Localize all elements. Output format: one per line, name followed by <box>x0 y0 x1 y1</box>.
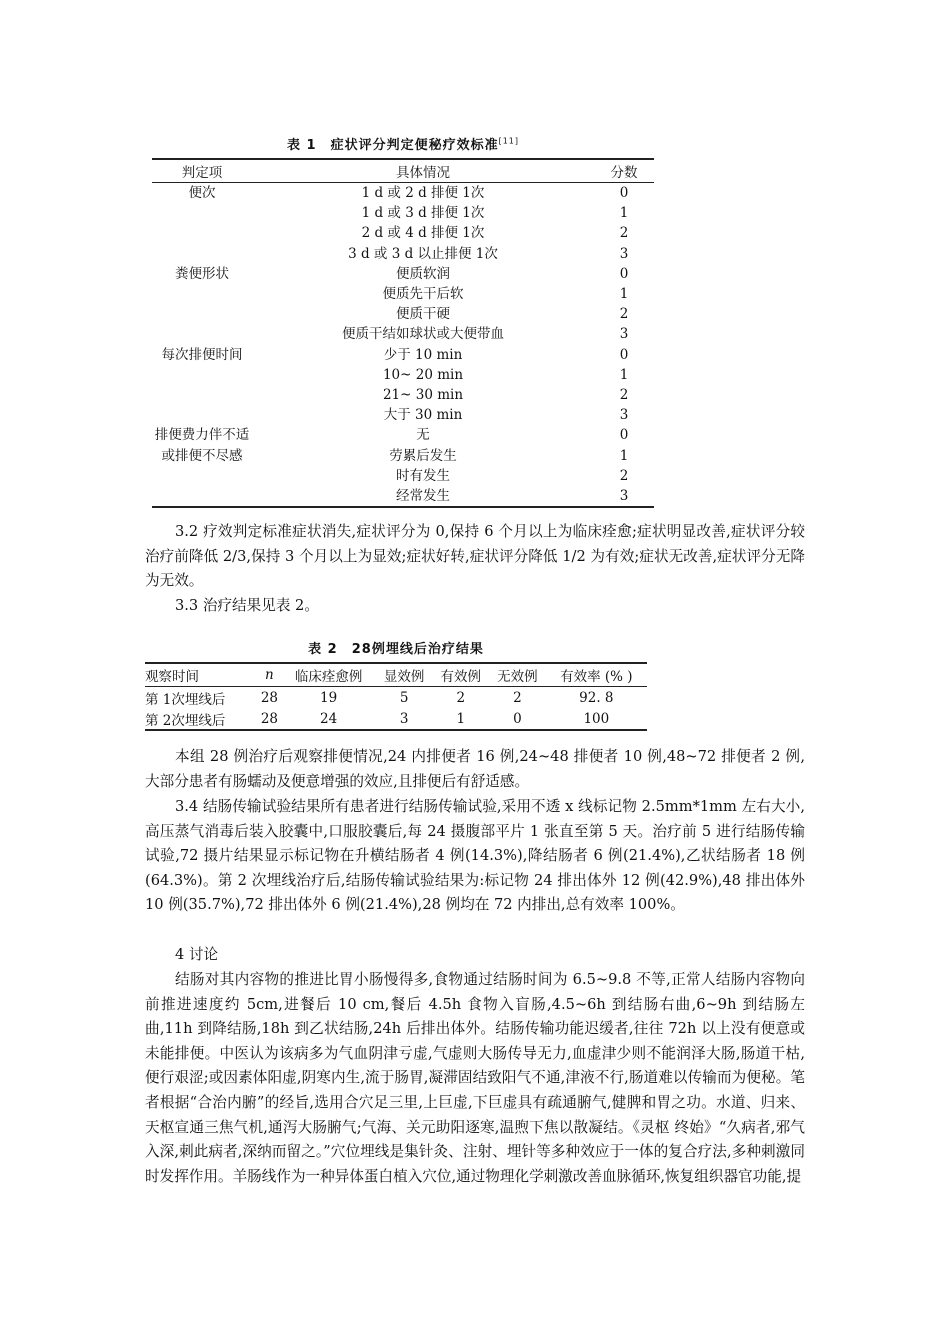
table1-desc-cell: 便质先干后软 <box>382 286 464 303</box>
table1-item-cell: 每次排便时间 <box>161 346 243 363</box>
table1-desc-cell: 便质干硬 <box>396 306 450 323</box>
table2-header-ineffective: 无效例 <box>489 663 546 687</box>
table1-score-cell: 2 <box>619 225 629 242</box>
table1-row <box>152 385 654 405</box>
table1-row <box>152 486 654 507</box>
table1-item-cell <box>152 365 252 385</box>
table1-score-cell: 0 <box>619 346 629 363</box>
table1-item-cell <box>152 203 252 223</box>
table2-cell: 0 <box>513 710 522 727</box>
table1-item-cell: 粪便形状 <box>175 265 229 282</box>
table2-header-cured: 临床痊愈例 <box>281 663 375 687</box>
table1-row <box>152 365 654 385</box>
table1-score-cell: 0 <box>619 427 629 444</box>
table2-header-n: n <box>257 663 281 687</box>
table1-desc-cell: 少于 10 min <box>383 346 463 363</box>
table1-row <box>152 203 654 223</box>
table1-score-cell: 1 <box>619 205 629 222</box>
table1-row <box>152 324 654 344</box>
paragraph-3-2: 3.2 疗效判定标准症状消失,症状评分为 0,保持 6 个月以上为临床痊愈;症状明显改善,症状评分较治疗前降低 2/3,保持 3 个月以上为显效;症状好转,症状评分降低 1/2 为有效;症状无改善,症状评分无降为无效。 <box>145 523 805 590</box>
table1-score-cell: 1 <box>619 366 629 383</box>
table2-cell: 28 <box>260 710 278 727</box>
table1-desc-cell: 1 d 或 2 d 排便 1次 <box>361 185 485 202</box>
table1-row <box>152 244 654 264</box>
table2-row <box>145 687 647 709</box>
table1-score-cell: 0 <box>619 185 629 202</box>
table2-cell: 100 <box>583 710 610 727</box>
table1-title-text: 表 1 症状评分判定便秘疗效标准 <box>287 138 499 153</box>
table2-header-time: 观察时间 <box>145 663 257 687</box>
table2-header-effective: 有效例 <box>432 663 489 687</box>
table2-cell: 3 <box>399 710 409 727</box>
table1-desc-cell: 1 d 或 3 d 排便 1次 <box>361 205 485 222</box>
table1-item-cell <box>152 304 252 324</box>
table1-item-cell <box>152 284 252 304</box>
table1-title <box>152 134 654 153</box>
table2-cell: 92. 8 <box>579 689 614 706</box>
table1-score-cell: 3 <box>619 487 629 504</box>
table1-desc-cell: 2 d 或 4 d 排便 1次 <box>361 225 485 242</box>
table1-item-cell <box>152 486 252 507</box>
table2-cell: 28 <box>260 689 278 706</box>
paragraph-result: 本组 28 例治疗后观察排便情况,24 内排便者 16 例,24~48 排便者 10 例,48~72 排便者 2 例,大部分患者有肠蠕动及便意增强的效应,且排便后有舒适感。 <box>145 748 805 790</box>
table1-item-cell: 或排便不尽感 <box>161 447 243 464</box>
table2-cell: 24 <box>320 710 338 727</box>
table1-score-cell: 2 <box>619 386 629 403</box>
table1-score-cell: 2 <box>619 306 629 323</box>
table2-row <box>145 708 647 730</box>
table2 <box>145 662 647 731</box>
table1-row <box>152 223 654 243</box>
table1-score-cell: 1 <box>619 286 629 303</box>
table2-cell: 2 <box>513 689 522 706</box>
table1-row <box>152 405 654 425</box>
table1-row <box>152 183 654 204</box>
paragraph-discussion: 结肠对其内容物的推进比胃小肠慢得多,食物通过结肠时间为 6.5~9.8 不等,正常人结肠内容物向前推进速度约 5cm,进餐后 10 cm,餐后 4.5h 食物入盲肠,4.5~6h 到结肠右曲,6~9h 到结肠左曲,11h 到降结肠,18h 到乙状结肠,24h 后排出体外。结肠传输功能迟缓者,往往 72h 以上没有便意或未能排便。中医认为该病多为气血阴津亏虚,气虚则大肠传导无力,血虚津少则不能润泽大肠,肠道干枯,便行艰涩;或因素体阳虚,阴寒内生,流于肠胃,凝滞固结致阳气不通,津液不行,肠道难以传输而为便秘。笔者根据“合治内腑”的经旨,选用合穴足三里,上巨虚,下巨虚具有疏通腑气,健脾和胃之功。水道、归来、天枢宣通三焦气机,通泻大肠腑气;气海、关元助阳逐寒,温煦下焦以散凝结。《灵枢 终始》“久病者,邪气入深,刺此病者,深纳而留之。”穴位埋线是集针灸、注射、埋针等多种效应于一体的复合疗法,多种刺激同时发挥作用。羊肠线作为一种异体蛋白植入穴位,通过物理化学刺激改善血脉循环,恢复组织器官功能,提 <box>145 971 805 1185</box>
table1-header-score: 分数 <box>594 159 654 183</box>
heading-discussion: 4 讨论 <box>175 946 219 963</box>
table1-header-item: 判定项 <box>152 159 252 183</box>
table1-desc-cell: 便质干结如球状或大便带血 <box>342 326 504 343</box>
table2-cell: 5 <box>399 689 409 706</box>
table1-item-cell: 排便费力伴不适 <box>154 427 250 444</box>
table1-score-cell: 1 <box>619 447 629 464</box>
table1-item-cell <box>152 466 252 486</box>
table1-row <box>152 466 654 486</box>
table1-score-cell: 3 <box>619 245 629 262</box>
table1-score-cell: 2 <box>619 467 629 484</box>
table1-item-cell: 便次 <box>188 185 216 202</box>
table1-row <box>152 304 654 324</box>
table2-header-rate: 有效率 (% ) <box>546 663 647 687</box>
table1-item-cell <box>152 385 252 405</box>
table1-desc-cell: 21~ 30 min <box>382 386 464 403</box>
table1-desc-cell: 大于 30 min <box>383 407 463 424</box>
table1-desc-cell: 经常发生 <box>396 487 450 504</box>
table1-row <box>152 345 654 365</box>
table1-item-cell <box>152 405 252 425</box>
table2-cell: 1 <box>456 710 466 727</box>
table1-item-cell <box>152 223 252 243</box>
table1-row <box>152 425 654 445</box>
table1-header-row <box>152 159 654 183</box>
table1-item-cell <box>152 244 252 264</box>
paragraph-3-4: 3.4 结肠传输试验结果所有患者进行结肠传输试验,采用不透 x 线标记物 2.5mm*1mm 左右大小,高压蒸气消毒后装入胶囊中,口服胶囊后,每 24 摄腹部平片 1 张直至第 5 天。治疗前 5 进行结肠传输试验,72 摄片结果显示标记物在升横结肠者 4 例(14.3%),降结肠者 6 例(21.4%),乙状结肠者 18 例(64.3%)。第 2 次埋线治疗后,结肠传输试验结果为:标记物 24 排出体外 12 例(42.9%),48 排出体外 10 例(35.7%),72 排出体外 6 例(21.4%),28 例均在 72 内排出,总有效率 100%。 <box>145 798 805 914</box>
paragraph-3-3: 3.3 治疗结果见表 2。 <box>175 597 319 614</box>
table1-header-desc: 具体情况 <box>252 159 594 183</box>
table2-cell: 2 <box>456 689 466 706</box>
table1-score-cell: 3 <box>619 407 629 424</box>
table1-row <box>152 264 654 284</box>
table1-desc-cell: 10~ 20 min <box>382 366 464 383</box>
table1-row <box>152 445 654 465</box>
table1-desc-cell: 便质软润 <box>396 265 450 282</box>
table1-reference: [11] <box>498 136 519 146</box>
table2-cell: 19 <box>320 689 338 706</box>
table1-desc-cell: 时有发生 <box>396 467 450 484</box>
table1-desc-cell: 无 <box>416 427 430 444</box>
table1-desc-cell: 劳累后发生 <box>389 447 457 464</box>
table2-header-row <box>145 663 647 687</box>
table1-body <box>152 183 654 508</box>
table1-row <box>152 284 654 304</box>
table1 <box>152 158 654 508</box>
table1-score-cell: 0 <box>619 265 629 282</box>
table1-desc-cell: 3 d 或 3 d 以止排便 1次 <box>348 245 498 262</box>
table1-score-cell: 3 <box>619 326 629 343</box>
table2-header-marked: 显效例 <box>376 663 433 687</box>
table1-item-cell <box>152 324 252 344</box>
table2-cell: 第 2次埋线后 <box>145 712 226 729</box>
table2-title: 表 2 28例埋线后治疗结果 <box>308 642 484 657</box>
table2-cell: 第 1次埋线后 <box>145 691 226 708</box>
